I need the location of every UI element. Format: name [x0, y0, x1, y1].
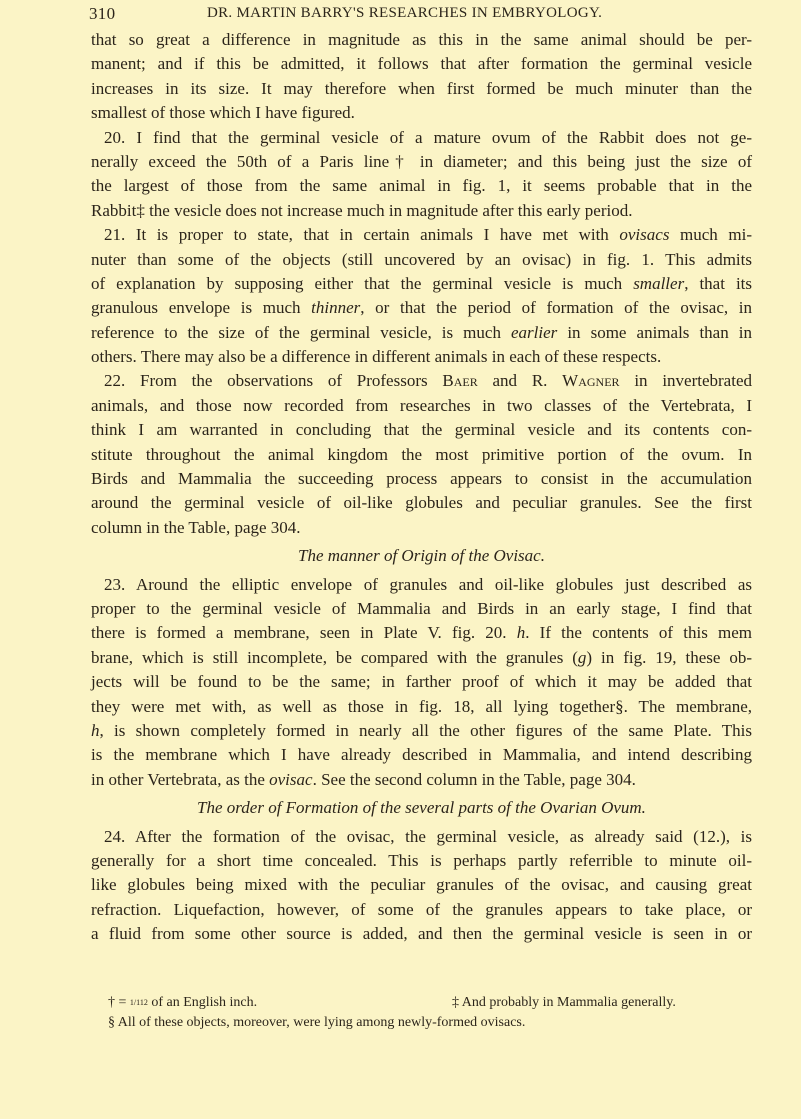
text-segment: reference to the size of the germinal vesicle, is much [91, 322, 511, 342]
text-segment: generally for a short time concealed. This is perhaps partly referrible to minute oil- [91, 850, 752, 870]
running-title: DR. MARTIN BARRY'S RESEARCHES IN EMBRYOLOGY. [207, 5, 603, 21]
text-line [91, 126, 752, 150]
text-line [91, 77, 752, 101]
italic-text: h [91, 720, 100, 740]
text-segment: of explanation by supposing either that the germinal vesicle is much [91, 273, 634, 293]
text-segment: 22. From the observations of Professors [104, 371, 443, 391]
text-segment: ) in fig. 19, these ob- [586, 647, 753, 667]
text-line [91, 743, 752, 767]
text-segment: is the membrane which I have already described in Mammalia, and intend describing [91, 745, 752, 765]
text-line [91, 922, 752, 946]
footnote-fraction: 1/112 [129, 998, 148, 1007]
text-segment: and R. [477, 371, 563, 391]
text-line [91, 573, 752, 597]
text-segment: brane, which is still incomplete, be compared with the granules ( [91, 647, 578, 667]
text-segment: column in the Table, page 304. [91, 517, 301, 537]
footnote-dagger-suffix: of an English inch. [147, 995, 258, 1010]
text-line [91, 52, 752, 76]
text-line [91, 597, 752, 621]
text-segment: that so great a difference in magnitude as this in the same animal should be per- [91, 30, 752, 49]
text-segment: Rabbit‡ the vesicle does not increase much in magnitude after this early period. [91, 200, 633, 220]
text-line [91, 719, 752, 743]
text-line [91, 768, 752, 792]
text-segment: the largest of those from the same animal in fig. 1, it seems probable that in the [91, 176, 752, 196]
page-number: 310 [89, 4, 116, 23]
text-segment: . If the contents of this mem [525, 623, 753, 643]
text-segment: refraction. Liquefaction, however, of some of the granules appears to take place, or [91, 899, 752, 919]
italic-text: g [577, 647, 587, 667]
text-segment: there is formed a membrane, seen in Plate V. fig. 20. [91, 623, 517, 643]
text-line [91, 174, 752, 198]
italic-text: h [516, 623, 526, 643]
text-segment: manent; and if this be admitted, it follows that after formation the germinal vesicle [91, 54, 752, 74]
text-segment: Birds and Mammalia the succeeding process appears to consist in the accumulation [91, 469, 752, 489]
text-segment: 24. After the formation of the ovisac, the germinal vesicle, as already said (12.), is [104, 826, 752, 846]
text-segment: The order of Formation of the several parts of the Ovarian Ovum. [197, 798, 646, 818]
footnote-dagger [108, 995, 257, 1011]
text-line [91, 248, 752, 272]
text-segment: , is shown completely formed in nearly all the other figures of the same Plate. This [99, 720, 752, 740]
text-segment: nerally exceed the 50th of a Paris line† in diameter; and this being just the size of [91, 151, 752, 171]
italic-text: smaller [633, 273, 685, 293]
text-line [91, 394, 752, 418]
text-line [91, 223, 752, 247]
text-segment: jects will be found to be the same; in farther proof of which it may be added that [91, 672, 752, 692]
text-line [91, 369, 752, 393]
text-line [91, 825, 752, 849]
text-segment: smallest of those which I have figured. [91, 103, 355, 123]
text-segment: nuter than some of the objects (still uncovered by an ovisac) in fig. 1. This admits [91, 249, 752, 269]
section-heading [91, 796, 752, 820]
footnote-dagger-prefix: † = [108, 995, 130, 1010]
text-segment: stitute throughout the animal kingdom the most primitive portion of the ovum. In [91, 444, 752, 464]
text-line [91, 491, 752, 515]
small-caps-name: Baer [442, 371, 478, 391]
text-segment: much mi- [669, 225, 752, 245]
text-line [91, 321, 752, 345]
text-segment: around the germinal vesicle of oil-like globules and peculiar granules. See the first [91, 493, 752, 513]
text-segment: 21. It is proper to state, that in certain animals I have met with [104, 225, 620, 245]
text-segment: , that its [684, 273, 753, 293]
text-segment: , or that the period of formation of the ovisac, in [360, 298, 752, 318]
text-line [91, 621, 752, 645]
text-line [91, 695, 752, 719]
italic-text: ovisacs [619, 225, 670, 245]
text-segment: animals, and those now recorded from researches in two classes of the Vertebrata, I [91, 395, 752, 415]
text-segment: in other Vertebrata, as the [91, 769, 270, 789]
text-line [91, 199, 752, 223]
text-segment: 20. I find that the germinal vesicle of a mature ovum of the Rabbit does not ge- [104, 127, 752, 147]
text-line [91, 150, 752, 174]
text-segment: others. There may also be a difference in different animals in each of these respects. [91, 347, 662, 367]
text-segment: they were met with, as well as those in fig. 18, all lying together§. The membrane, [91, 696, 752, 716]
text-line [91, 646, 752, 670]
text-line [91, 443, 752, 467]
text-segment: . See the second column in the Table, page 304. [312, 769, 636, 789]
text-line [91, 516, 752, 540]
text-line [91, 296, 752, 320]
section-heading [91, 544, 752, 568]
text-line [91, 345, 752, 369]
text-line [91, 101, 752, 125]
text-segment: in some animals than in [557, 322, 752, 342]
italic-text: ovisac [269, 769, 313, 789]
text-line [91, 898, 752, 922]
text-segment: The manner of Origin of the Ovisac. [298, 546, 545, 566]
text-segment: a fluid from some other source is added, and then the germinal vesicle is seen in or [91, 924, 752, 944]
text-line [91, 418, 752, 442]
text-segment: 23. Around the elliptic envelope of granules and oil-like globules just described as [104, 574, 752, 594]
text-segment: think I am warranted in concluding that the germinal vesicle and its contents con- [91, 420, 752, 440]
italic-text: thinner [311, 298, 361, 318]
running-header [89, 4, 752, 26]
text-line [91, 467, 752, 491]
text-line [91, 873, 752, 897]
text-segment: like globules being mixed with the peculiar granules of the ovisac, and causing great [91, 875, 752, 895]
footnote-double-dagger: ‡ And probably in Mammalia generally. [452, 995, 676, 1010]
footnote-section: § All of these objects, moreover, were lying among newly-formed ovisacs. [108, 1015, 526, 1030]
small-caps-name: Wagner [562, 371, 620, 391]
text-line [91, 670, 752, 694]
text-segment: granulous envelope is much [91, 298, 312, 318]
italic-text: earlier [511, 322, 558, 342]
body-text [91, 28, 752, 946]
text-segment: increases in its size. It may therefore when first formed be much minuter than the [91, 78, 752, 98]
text-segment: in invertebrated [619, 371, 752, 391]
text-line [91, 28, 752, 52]
text-segment: proper to the germinal vesicle of Mammalia and Birds in an early stage, I find that [91, 598, 752, 618]
text-line [91, 849, 752, 873]
text-line [91, 272, 752, 296]
